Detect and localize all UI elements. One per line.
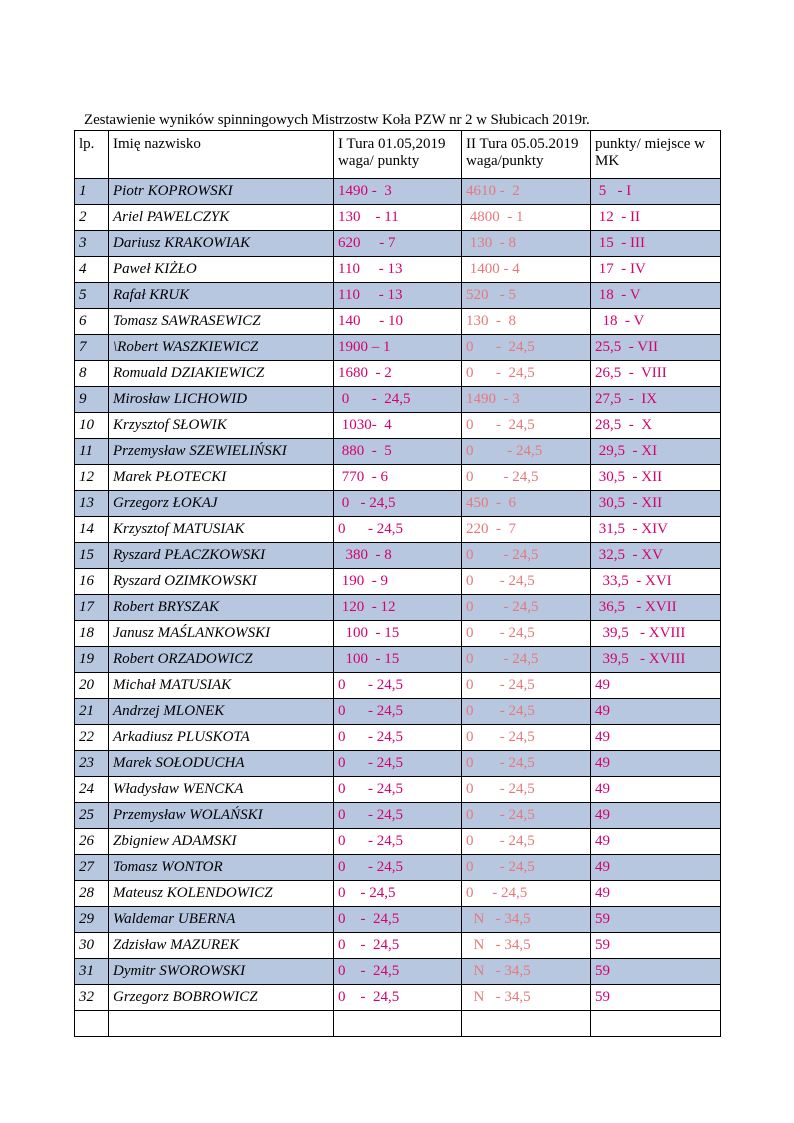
tour2-result: 0 - 24,5 xyxy=(462,361,591,387)
tour2-result: 0 - 24,5 xyxy=(462,595,591,621)
points-place: 30,5 - XII xyxy=(591,491,721,517)
tour2-result: 0 - 24,5 xyxy=(462,647,591,673)
tour2-result: 130 - 8 xyxy=(462,231,591,257)
results-body xyxy=(75,179,721,1037)
competitor-name: Krzysztof SŁOWIK xyxy=(109,413,334,439)
tour1-result: 1900 – 1 xyxy=(334,335,462,361)
table-row xyxy=(75,699,721,725)
points-place: 49 xyxy=(591,829,721,855)
tour1-result: 0 - 24,5 xyxy=(334,725,462,751)
points-place: 17 - IV xyxy=(591,257,721,283)
header-lp: lp. xyxy=(75,131,109,179)
table-row xyxy=(75,439,721,465)
row-lp: 18 xyxy=(75,621,109,647)
tour2-result: 0 - 24,5 xyxy=(462,777,591,803)
points-place: 26,5 - VIII xyxy=(591,361,721,387)
tour2-result: 0 - 24,5 xyxy=(462,699,591,725)
tour1-result: 1490 - 3 xyxy=(334,179,462,205)
row-lp: 11 xyxy=(75,439,109,465)
row-lp: 10 xyxy=(75,413,109,439)
tour2-result: 1400 - 4 xyxy=(462,257,591,283)
tour1-result: 110 - 13 xyxy=(334,283,462,309)
row-lp: 8 xyxy=(75,361,109,387)
tour2-result: 1490 - 3 xyxy=(462,387,591,413)
tour2-result: 0 - 24,5 xyxy=(462,569,591,595)
tour1-result: 0 - 24,5 xyxy=(334,959,462,985)
table-row xyxy=(75,517,721,543)
tour1-result: 130 - 11 xyxy=(334,205,462,231)
tour2-result: 4610 - 2 xyxy=(462,179,591,205)
tour1-result: 190 - 9 xyxy=(334,569,462,595)
competitor-name: Tomasz WONTOR xyxy=(109,855,334,881)
row-lp: 21 xyxy=(75,699,109,725)
points-place: 15 - III xyxy=(591,231,721,257)
row-lp: 6 xyxy=(75,309,109,335)
tour2-result: 0 - 24,5 xyxy=(462,413,591,439)
points-place: 59 xyxy=(591,985,721,1011)
tour1-result: 0 - 24,5 xyxy=(334,491,462,517)
row-lp: 20 xyxy=(75,673,109,699)
tour1-result: 100 - 15 xyxy=(334,647,462,673)
header-tour1-sub: waga/ punkty xyxy=(338,153,420,169)
table-row xyxy=(75,543,721,569)
points-place: 49 xyxy=(591,777,721,803)
points-place: 59 xyxy=(591,933,721,959)
tour1-result: 100 - 15 xyxy=(334,621,462,647)
table-row xyxy=(75,725,721,751)
competitor-name: Grzegorz ŁOKAJ xyxy=(109,491,334,517)
table-row xyxy=(75,647,721,673)
tour1-result: 0 - 24,5 xyxy=(334,855,462,881)
tour1-result: 1680 - 2 xyxy=(334,361,462,387)
table-row xyxy=(75,829,721,855)
empty-cell xyxy=(75,1011,109,1037)
tour1-result: 0 - 24,5 xyxy=(334,985,462,1011)
header-tour2-date: II Tura 05.05.2019 xyxy=(466,136,579,152)
tour2-result: 0 - 24,5 xyxy=(462,465,591,491)
table-row xyxy=(75,387,721,413)
table-row xyxy=(75,777,721,803)
table-row xyxy=(75,231,721,257)
competitor-name: Mirosław LICHOWID xyxy=(109,387,334,413)
points-place: 27,5 - IX xyxy=(591,387,721,413)
table-row xyxy=(75,465,721,491)
tour1-result: 140 - 10 xyxy=(334,309,462,335)
table-row xyxy=(75,283,721,309)
table-row xyxy=(75,933,721,959)
competitor-name: Janusz MAŚLANKOWSKI xyxy=(109,621,334,647)
tour2-result: N - 34,5 xyxy=(462,907,591,933)
points-place: 12 - II xyxy=(591,205,721,231)
header-points-line1: punkty/ miejsce w xyxy=(595,136,705,152)
table-row xyxy=(75,361,721,387)
table-row xyxy=(75,595,721,621)
competitor-name: Robert BRYSZAK xyxy=(109,595,334,621)
points-place: 49 xyxy=(591,855,721,881)
competitor-name: Ryszard OZIMKOWSKI xyxy=(109,569,334,595)
tour2-result: N - 34,5 xyxy=(462,959,591,985)
competitor-name: Marek PŁOTECKI xyxy=(109,465,334,491)
tour2-result: 0 - 24,5 xyxy=(462,673,591,699)
competitor-name: Michał MATUSIAK xyxy=(109,673,334,699)
tour1-result: 0 - 24,5 xyxy=(334,907,462,933)
tour1-result: 120 - 12 xyxy=(334,595,462,621)
header-tour1 xyxy=(334,131,462,179)
competitor-name: Robert ORZADOWICZ xyxy=(109,647,334,673)
tour2-result: 0 - 24,5 xyxy=(462,621,591,647)
row-lp: 5 xyxy=(75,283,109,309)
row-lp: 3 xyxy=(75,231,109,257)
table-row xyxy=(75,907,721,933)
competitor-name: Andrzej MLONEK xyxy=(109,699,334,725)
empty-cell xyxy=(334,1011,462,1037)
tour2-result: 520 - 5 xyxy=(462,283,591,309)
table-row xyxy=(75,751,721,777)
tour2-result: N - 34,5 xyxy=(462,933,591,959)
points-place: 18 - V xyxy=(591,283,721,309)
points-place: 5 - I xyxy=(591,179,721,205)
tour2-result: 0 - 24,5 xyxy=(462,855,591,881)
points-place: 39,5 - XVIII xyxy=(591,621,721,647)
row-lp: 28 xyxy=(75,881,109,907)
points-place: 33,5 - XVI xyxy=(591,569,721,595)
competitor-name: Romuald DZIAKIEWICZ xyxy=(109,361,334,387)
points-place: 49 xyxy=(591,751,721,777)
points-place: 25,5 - VII xyxy=(591,335,721,361)
tour1-result: 380 - 8 xyxy=(334,543,462,569)
empty-row xyxy=(75,1011,721,1037)
empty-cell xyxy=(109,1011,334,1037)
competitor-name: Ariel PAWELCZYK xyxy=(109,205,334,231)
table-row xyxy=(75,257,721,283)
competitor-name: Marek SOŁODUCHA xyxy=(109,751,334,777)
header-tour2 xyxy=(462,131,591,179)
table-row xyxy=(75,881,721,907)
competitor-name: Rafał KRUK xyxy=(109,283,334,309)
points-place: 29,5 - XI xyxy=(591,439,721,465)
competitor-name: Przemysław WOLAŃSKI xyxy=(109,803,334,829)
row-lp: 32 xyxy=(75,985,109,1011)
row-lp: 7 xyxy=(75,335,109,361)
row-lp: 16 xyxy=(75,569,109,595)
table-row xyxy=(75,413,721,439)
tour2-result: N - 34,5 xyxy=(462,985,591,1011)
row-lp: 4 xyxy=(75,257,109,283)
table-row xyxy=(75,959,721,985)
tour2-result: 220 - 7 xyxy=(462,517,591,543)
tour1-result: 0 - 24,5 xyxy=(334,881,462,907)
results-table xyxy=(74,130,721,1037)
table-header-row xyxy=(75,131,721,179)
tour2-result: 0 - 24,5 xyxy=(462,335,591,361)
points-place: 49 xyxy=(591,699,721,725)
tour2-result: 0 - 24,5 xyxy=(462,543,591,569)
header-name: Imię nazwisko xyxy=(109,131,334,179)
header-tour2-sub: waga/punkty xyxy=(466,153,544,169)
row-lp: 9 xyxy=(75,387,109,413)
table-row xyxy=(75,569,721,595)
table-row xyxy=(75,985,721,1011)
points-place: 49 xyxy=(591,725,721,751)
competitor-name: Władysław WENCKA xyxy=(109,777,334,803)
header-points xyxy=(591,131,721,179)
tour2-result: 0 - 24,5 xyxy=(462,751,591,777)
competitor-name: Piotr KOPROWSKI xyxy=(109,179,334,205)
competitor-name: Arkadiusz PLUSKOTA xyxy=(109,725,334,751)
tour1-result: 110 - 13 xyxy=(334,257,462,283)
competitor-name: Tomasz SAWRASEWICZ xyxy=(109,309,334,335)
row-lp: 12 xyxy=(75,465,109,491)
row-lp: 25 xyxy=(75,803,109,829)
row-lp: 30 xyxy=(75,933,109,959)
tour1-result: 0 - 24,5 xyxy=(334,751,462,777)
row-lp: 26 xyxy=(75,829,109,855)
row-lp: 2 xyxy=(75,205,109,231)
table-row xyxy=(75,179,721,205)
tour1-result: 880 - 5 xyxy=(334,439,462,465)
table-row xyxy=(75,803,721,829)
table-row xyxy=(75,673,721,699)
header-tour1-date: I Tura 01.05,2019 xyxy=(338,136,446,152)
points-place: 32,5 - XV xyxy=(591,543,721,569)
points-place: 49 xyxy=(591,803,721,829)
points-place: 39,5 - XVIII xyxy=(591,647,721,673)
row-lp: 23 xyxy=(75,751,109,777)
table-row xyxy=(75,205,721,231)
points-place: 28,5 - X xyxy=(591,413,721,439)
competitor-name: Krzysztof MATUSIAK xyxy=(109,517,334,543)
competitor-name: \Robert WASZKIEWICZ xyxy=(109,335,334,361)
tour1-result: 0 - 24,5 xyxy=(334,387,462,413)
competitor-name: Paweł KIŻŁO xyxy=(109,257,334,283)
tour2-result: 0 - 24,5 xyxy=(462,439,591,465)
tour1-result: 0 - 24,5 xyxy=(334,933,462,959)
row-lp: 1 xyxy=(75,179,109,205)
tour2-result: 0 - 24,5 xyxy=(462,725,591,751)
points-place: 49 xyxy=(591,881,721,907)
points-place: 36,5 - XVII xyxy=(591,595,721,621)
row-lp: 13 xyxy=(75,491,109,517)
tour2-result: 0 - 24,5 xyxy=(462,803,591,829)
tour2-result: 130 - 8 xyxy=(462,309,591,335)
tour1-result: 1030- 4 xyxy=(334,413,462,439)
points-place: 59 xyxy=(591,907,721,933)
tour1-result: 620 - 7 xyxy=(334,231,462,257)
tour1-result: 0 - 24,5 xyxy=(334,829,462,855)
tour1-result: 0 - 24,5 xyxy=(334,673,462,699)
tour1-result: 0 - 24,5 xyxy=(334,803,462,829)
table-row xyxy=(75,309,721,335)
competitor-name: Ryszard PŁACZKOWSKI xyxy=(109,543,334,569)
tour1-result: 770 - 6 xyxy=(334,465,462,491)
table-row xyxy=(75,335,721,361)
points-place: 30,5 - XII xyxy=(591,465,721,491)
competitor-name: Waldemar UBERNA xyxy=(109,907,334,933)
row-lp: 15 xyxy=(75,543,109,569)
competitor-name: Przemysław SZEWIELIŃSKI xyxy=(109,439,334,465)
row-lp: 24 xyxy=(75,777,109,803)
points-place: 18 - V xyxy=(591,309,721,335)
tour2-result: 450 - 6 xyxy=(462,491,591,517)
tour1-result: 0 - 24,5 xyxy=(334,517,462,543)
tour2-result: 0 - 24,5 xyxy=(462,829,591,855)
competitor-name: Dymitr SWOROWSKI xyxy=(109,959,334,985)
row-lp: 27 xyxy=(75,855,109,881)
competitor-name: Mateusz KOLENDOWICZ xyxy=(109,881,334,907)
tour2-result: 4800 - 1 xyxy=(462,205,591,231)
points-place: 59 xyxy=(591,959,721,985)
competitor-name: Zbigniew ADAMSKI xyxy=(109,829,334,855)
empty-cell xyxy=(591,1011,721,1037)
row-lp: 17 xyxy=(75,595,109,621)
row-lp: 19 xyxy=(75,647,109,673)
empty-cell xyxy=(462,1011,591,1037)
row-lp: 31 xyxy=(75,959,109,985)
competitor-name: Grzegorz BOBROWICZ xyxy=(109,985,334,1011)
document-title: Zestawienie wyników spinningowych Mistrzostw Koła PZW nr 2 w Słubicach 2019r. xyxy=(84,112,590,128)
table-row xyxy=(75,621,721,647)
tour2-result: 0 - 24,5 xyxy=(462,881,591,907)
tour1-result: 0 - 24,5 xyxy=(334,699,462,725)
competitor-name: Zdzisław MAZUREK xyxy=(109,933,334,959)
row-lp: 14 xyxy=(75,517,109,543)
points-place: 49 xyxy=(591,673,721,699)
header-points-line2: MK xyxy=(595,153,620,169)
table-row xyxy=(75,855,721,881)
competitor-name: Dariusz KRAKOWIAK xyxy=(109,231,334,257)
points-place: 31,5 - XIV xyxy=(591,517,721,543)
table-row xyxy=(75,491,721,517)
row-lp: 22 xyxy=(75,725,109,751)
tour1-result: 0 - 24,5 xyxy=(334,777,462,803)
row-lp: 29 xyxy=(75,907,109,933)
